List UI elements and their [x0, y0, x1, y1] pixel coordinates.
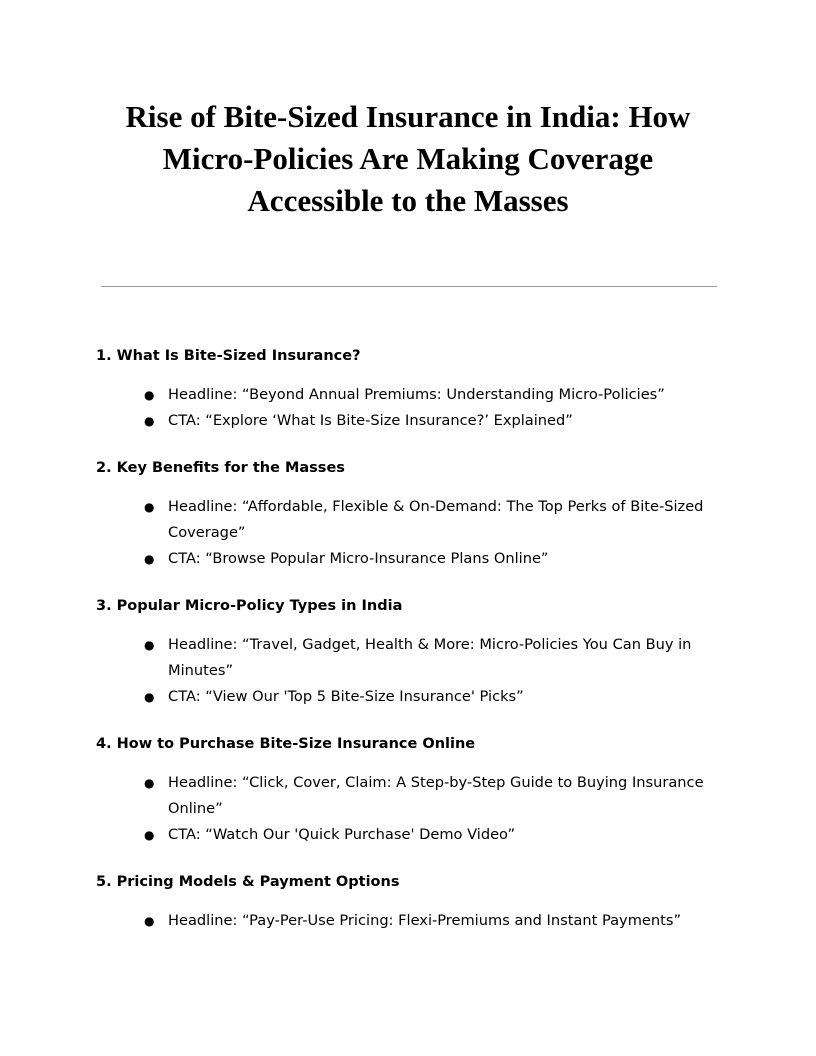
bullet-dot-icon: ●: [144, 388, 155, 402]
bullet-item: [96, 770, 720, 822]
bullet-item: [96, 408, 720, 434]
document-title: Rise of Bite-Sized Insurance in India: How Micro-Policies Are Making Coverage Accessible to the Masses: [125, 99, 691, 218]
bullet-text: Headline: “Pay-Per-Use Pricing: Flexi-Premiums and Instant Payments”: [168, 912, 682, 929]
bullet-item: [96, 632, 720, 684]
bullet-text: CTA: “View Our 'Top 5 Bite-Size Insurance' Picks”: [168, 688, 524, 705]
bullet-dot-icon: ●: [144, 500, 155, 514]
bullet-item: [96, 494, 720, 546]
bullet-dot-icon: ●: [144, 638, 155, 652]
document-body: [96, 344, 720, 956]
bullet-item: [96, 382, 720, 408]
section-1: [96, 344, 720, 434]
bullet-text: CTA: “Browse Popular Micro-Insurance Plans Online”: [168, 550, 549, 567]
bullet-text: Headline: “Affordable, Flexible & On-Demand: The Top Perks of Bite-Sized Coverage”: [168, 498, 704, 541]
bullet-list: [96, 770, 720, 848]
bullet-dot-icon: ●: [144, 828, 155, 842]
section-heading: 2. Key Benefits for the Masses: [96, 460, 345, 476]
bullet-text: Headline: “Travel, Gadget, Health & More: Micro-Policies You Can Buy in Minutes”: [168, 636, 692, 679]
section-2: [96, 456, 720, 572]
bullet-dot-icon: ●: [144, 690, 155, 704]
section-4: [96, 732, 720, 848]
bullet-dot-icon: ●: [144, 414, 155, 428]
bullet-list: [96, 382, 720, 434]
section-5: [96, 870, 720, 934]
section-heading: 5. Pricing Models & Payment Options: [96, 874, 400, 890]
bullet-list: [96, 494, 720, 572]
section-heading: 4. How to Purchase Bite-Size Insurance Online: [96, 736, 476, 752]
bullet-item: [96, 684, 720, 710]
bullet-list: [96, 908, 720, 934]
section-heading: 1. What Is Bite-Sized Insurance?: [96, 348, 361, 364]
bullet-dot-icon: ●: [144, 914, 155, 928]
section-heading: 3. Popular Micro-Policy Types in India: [96, 598, 403, 614]
bullet-item: [96, 908, 720, 934]
bullet-text: CTA: “Explore ‘What Is Bite-Size Insurance?’ Explained”: [168, 412, 573, 429]
bullet-list: [96, 632, 720, 710]
bullet-text: Headline: “Beyond Annual Premiums: Understanding Micro-Policies”: [168, 386, 665, 403]
bullet-item: [96, 822, 720, 848]
section-3: [96, 594, 720, 710]
bullet-item: [96, 546, 720, 572]
bullet-dot-icon: ●: [144, 776, 155, 790]
bullet-text: Headline: “Click, Cover, Claim: A Step-by-Step Guide to Buying Insurance Online”: [168, 774, 704, 817]
bullet-dot-icon: ●: [144, 552, 155, 566]
horizontal-divider: [101, 286, 717, 287]
bullet-text: CTA: “Watch Our 'Quick Purchase' Demo Video”: [168, 826, 516, 843]
